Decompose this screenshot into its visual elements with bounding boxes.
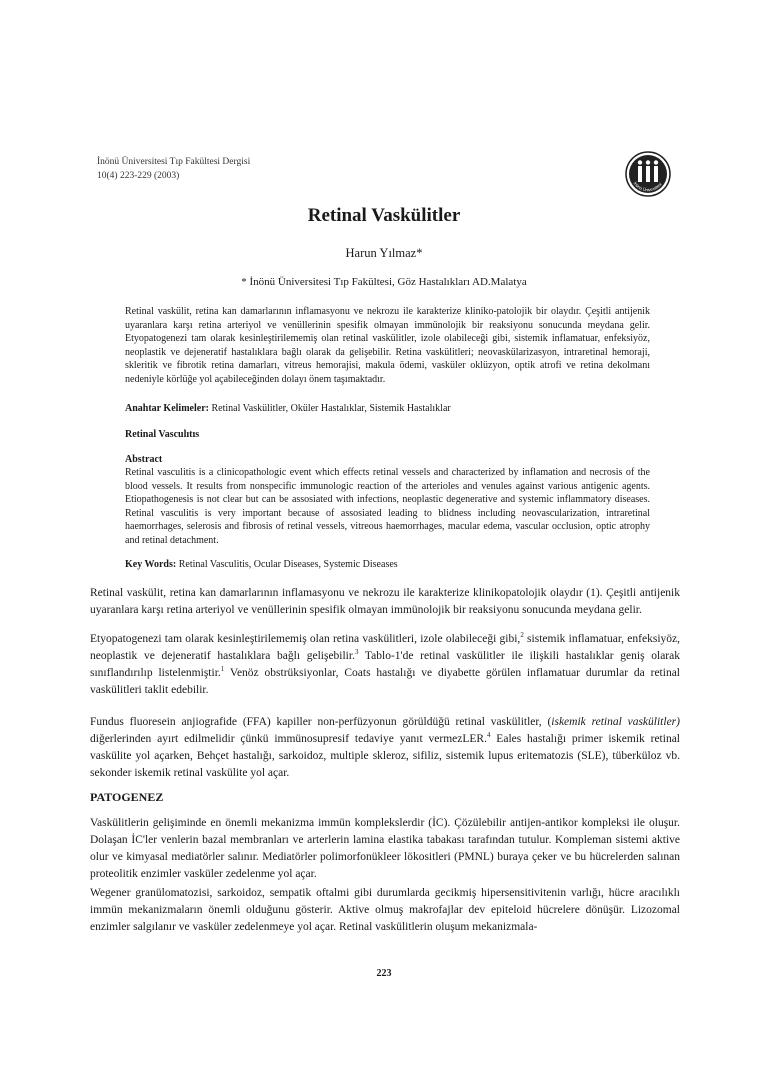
abstract-english: Retinal vasculitis is a clinicopathologic event which effects retinal vessels and characterized by inflamation and necrosis of the blood vessels. It results from nonspecific immunologic reaction of the arterioles and venules against various antigenic agents. Etiopathogenesis is not clear but can be assosiated with infections, neoplastic degenerative and systemic inflammatory diseases. Retinal vasculitis is very important because of assosiated leading to blidness including neovascularization, intraretinal haemorrhages, selerosis and fibrosis of retinal vessels, vitreous haemorrhages, macular edema, vascular occlusion, optic atrophy and retinal detachment. <box>125 467 650 546</box>
journal-citation <box>97 155 250 183</box>
keywords-turkish <box>125 402 650 416</box>
keywords-en-label: Key Words: <box>125 559 177 570</box>
journal-name: İnönü Üniversitesi Tıp Fakültesi Dergisi <box>97 157 251 167</box>
body-paragraph-2 <box>90 631 680 699</box>
citation-sup: 1 <box>220 665 225 674</box>
page-number: 223 <box>376 968 392 979</box>
svg-text:İnönü Üniversitesi: İnönü Üniversitesi <box>632 180 663 193</box>
keywords-tr-text: Retinal Vaskülitler, Oküler Hastalıklar, Sistemik Hastalıklar <box>208 403 451 414</box>
p2-text-d: Venöz obstrüksiyonlar, Coats hastalığı ve diyabette görülen inflamatuar durumlar da retinal vaskülitleri taklit edebilir. <box>90 667 680 696</box>
citation-sup: 2 <box>520 631 524 640</box>
journal-volume: 10(4) 223-229 (2003) <box>97 171 180 181</box>
author-affiliation: * İnönü Üniversitesi Tıp Fakültesi, Göz Hastalıkları AD.Malatya <box>241 276 527 288</box>
citation-sup: 4 <box>486 731 491 740</box>
keywords-english <box>125 558 650 572</box>
english-title: Retinal Vasculıtıs <box>125 429 200 440</box>
body-paragraph-4: Vaskülitlerin gelişiminde en önemli mekanizma immün komplekslerdir (İC). Çözülebilir antijen-antikor kompleksi ile oluşur. Dolaşan İC'ler venlerin bazal membranları ve arterlerin lamina elastika tabakası tarafından tutulur. Kompleman sistemi aktive olur ve kimyasal mediatörler salınır. Mediatörler polimorfonükleer lökositleri (PMNL) buraya çeker ve bu hücrelerden salınan proteolitik enzimler vasküler zedelenme yol açar. <box>90 817 680 880</box>
p2-text-b: sistemik inflamatuar, enfeksiyöz, neoplastik ve dejeneratif hastalıklara bağlı gelişebilir. <box>90 633 680 662</box>
citation-sup: 3 <box>354 648 359 657</box>
keywords-en-text: Retinal Vasculitis, Ocular Diseases, Systemic Diseases <box>176 559 398 570</box>
author-name: Harun Yılmaz* <box>345 246 423 260</box>
p3-text-c: Eales hastalığı primer iskemik retinal vaskülite yol açarken, Behçet hastalığı, sarkoidoz, multiple skleroz, sifiliz, sistemik lupus eritematozis (SLE), tüberküloz vb. sekonder iskemik retinal vaskülite yol açar. <box>90 733 680 779</box>
body-paragraph-1: Retinal vaskülit, retina kan damarlarının inflamasyonu ve nekrozu ile karakterize klinikopatolojik olaydır (1). Çeşitli antijenik uyaranlara karşı retina arteriyol ve venüllerinin spesifik olmayan immünolojik bir reaksiyonu sonucunda meydana gelir. <box>90 587 680 616</box>
p3-italic-term: iskemik retinal vaskülitler) <box>551 716 680 728</box>
university-logo-icon <box>624 150 672 198</box>
body-paragraph-3 <box>90 714 680 782</box>
p2-text-c: Tablo-1'de retinal vaskülitler ile ilişkili hastalıklar geniş olarak sınıflandırılıp listelenmiştir. <box>90 650 680 679</box>
section-heading-patogenez: PATOGENEZ <box>90 790 164 804</box>
abstract-heading: Abstract <box>125 454 163 465</box>
abstract-turkish: Retinal vaskülit, retina kan damarlarının inflamasyonu ve nekrozu ile karakterize kliniko-patolojik bir olaydır. Çeşitli antijenik uyaranlara karşı retina arteriyol ve venüllerinin spesifik olmayan immünolojik bir reaksiyonu sonucunda meydana gelir. Etyopatogenezi tam olarak kesinleştirilememiş olan retinal vaskülitler, izole olabileceği gibi, sistemik inflamatuar, enfeksiyöz, neoplastik ve dejeneratif hastalıklara bağlı olarak da gelişebilir. Retina vaskülitleri; neovaskülarizasyon, intraretinal hemoraji, skleritik ve fibrotik retina damarları, vitreus hemorajisi, makula ödemi, vasküler oklüzyon, optik atrofi ve retina dekolmanı nedeniyle körlüğe yol açabileceğinden dolayı önem taşımaktadır. <box>125 306 650 385</box>
p2-text-a: Etyopatogenezi tam olarak kesinleştirilememiş olan retina vaskülitleri, izole olabileceği gibi, <box>90 633 521 645</box>
p3-text-b: diğerlerinden ayırt edilmelidir çünkü immünosupresif tedaviye yanıt vermezLER. <box>90 733 487 745</box>
body-paragraph-5: Wegener granülomatozisi, sarkoidoz, sempatik oftalmi gibi durumlarda gecikmiş hipersensitivitenin varlığı, hücre aracılıklı immün mekanizmaların önemli olduğunu gösterir. Aktive olmuş makrofajlar dev epiteloid hücrelere dönüşür. Lizozomal enzimler salgılanır ve vasküler zedelenmeye yol açar. Retinal vaskülitlerin oluşum mekanizmala- <box>90 887 680 933</box>
article-title: Retinal Vaskülitler <box>307 205 461 226</box>
p3-text-a: Fundus fluoresein anjiografide (FFA) kapiller non-perfüzyonun görüldüğü retinal vaskülitler, ( <box>90 716 552 728</box>
keywords-tr-label: Anahtar Kelimeler: <box>125 403 209 414</box>
